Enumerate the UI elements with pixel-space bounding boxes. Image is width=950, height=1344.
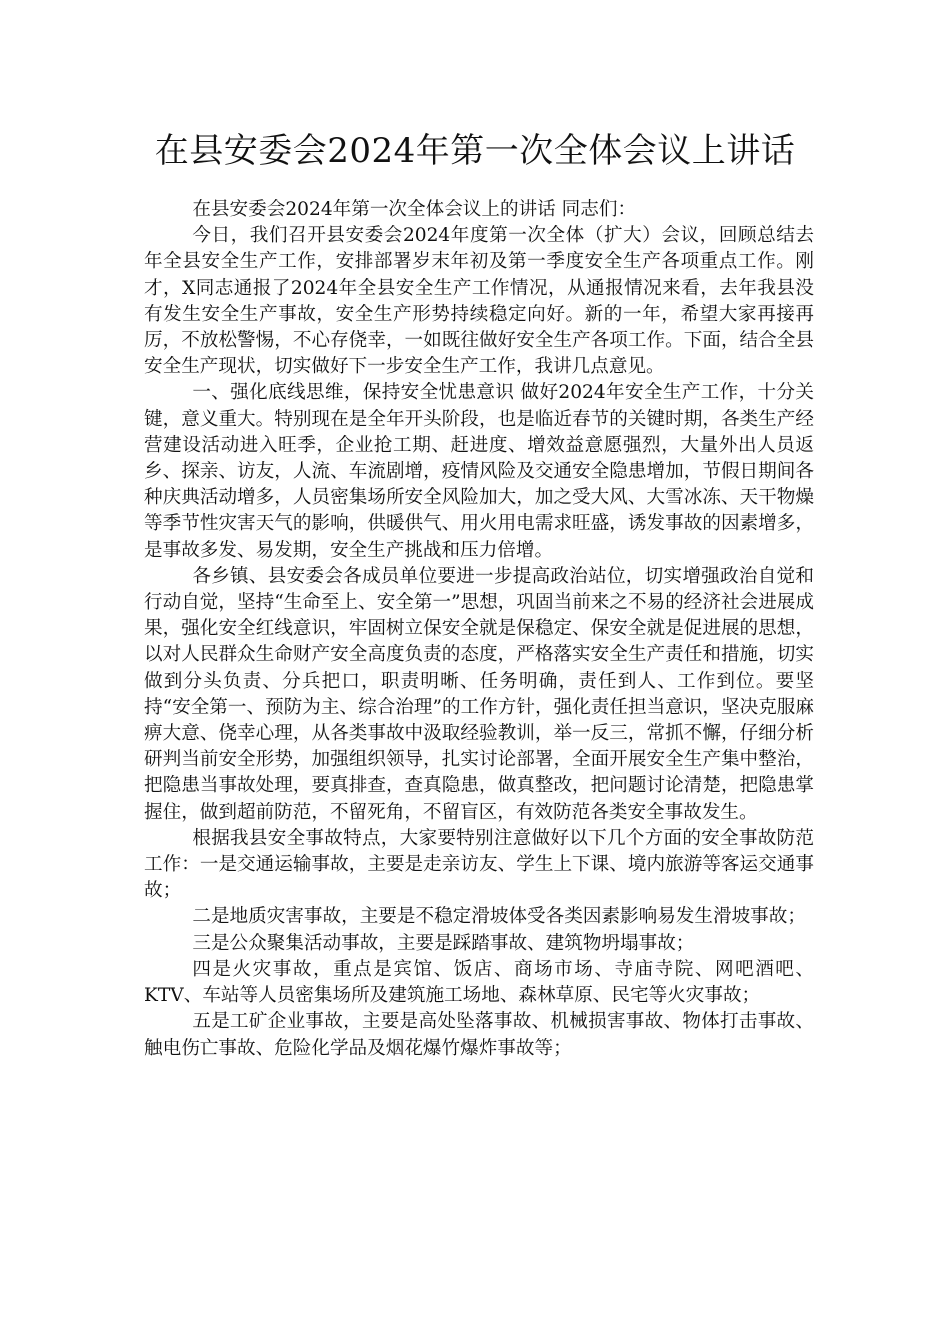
- paragraph-public-gathering: 三是公众聚集活动事故，主要是踩踏事故、建筑物坍塌事故；: [192, 932, 695, 954]
- document-title: 在县安委会2024年第一次全体会议上讲话: [154, 131, 796, 171]
- paragraph-accident-types-intro: 根据我县安全事故特点，大家要特别注意做好以下几个方面的安全事故防范工作：一是交通运输事故，主要是走亲访友、学生上下课、境内旅游等客运交通事故；: [144, 827, 814, 902]
- paragraph-opening: 今日，我们召开县安委会2024年度第一次全体（扩大）会议，回顾总结去年全县安全生产工作，安排部署岁末年初及第一季度安全生产各项重点工作。刚才，X同志通报了2024年全县安全生产工作情况，从通报情况来看，去年我县没有发生安全生产事故，安全生产形势持续稳定向好。新的一年，希望大家再接再厉，不放松警惕，不心存侥幸，一如既往做好安全生产各项工作。下面，结合全县安全生产现状，切实做好下一步安全生产工作，我讲几点意见。: [144, 225, 814, 378]
- paragraph-responsibility: 各乡镇、县安委会各成员单位要进一步提高政治站位，切实增强政治自觉和行动自觉，坚持“生命至上、安全第一”思想，巩固当前来之不易的经济社会进展成果，强化安全红线意识，牢固树立保安全就是保稳定、保安全就是促进展的思想，以对人民群众生命财产安全高度负责的态度，严格落实安全生产责任和措施，切实做到分头负责、分兵把口，职责明晰、任务明确，责任到人、工作到位。要坚持“安全第一、预防为主、综合治理”的工作方针，强化责任担当意识，坚决克服麻痹大意、侥幸心理，从各类事故中汲取经验教训，举一反三，常抓不懈，仔细分析研判当前安全形势，加强组织领导，扎实讨论部署，全面开展安全生产集中整治，把隐患当事故处理，要真排查，查真隐患，做真整改，把问题讨论清楚，把隐患掌握住，做到超前防范，不留死角，不留盲区，有效防范各类安全事故发生。: [144, 565, 814, 823]
- paragraph-section-one: 一、强化底线思维，保持安全忧患意识 做好2024年安全生产工作，十分关键，意义重大。特别现在是全年开头阶段，也是临近春节的关键时期，各类生产经营建设活动进入旺季，企业抢工期、赶进度、增效益意愿强烈，大量外出人员返乡、探亲、访友，人流、车流剧增，疫情风险及交通安全隐患增加，节假日期间各种庆典活动增多，人员密集场所安全风险加大，加之受大风、大雪冰冻、天干物燥等季节性灾害天气的影响，供暖供气、用火用电需求旺盛，诱发事故的因素增多，是事故多发、易发期，安全生产挑战和压力倍增。: [144, 382, 814, 561]
- paragraph-fire: 四是火灾事故，重点是宾馆、饭店、商场市场、寺庙寺院、网吧酒吧、KTV、车站等人员密集场所及建筑施工场地、森林草原、民宅等火灾事故；: [144, 958, 814, 1007]
- document-body: [144, 197, 814, 1062]
- paragraph-industrial: 五是工矿企业事故，主要是高处坠落事故、机械损害事故、物体打击事故、触电伤亡事故、危险化学品及烟花爆竹爆炸事故等；: [144, 1011, 814, 1059]
- paragraph-greeting: 在县安委会2024年第一次全体会议上的讲话 同志们：: [192, 199, 637, 220]
- paragraph-geological: 二是地质灾害事故，主要是不稳定滑坡体受各类因素影响易发生滑坡事故；: [192, 906, 806, 928]
